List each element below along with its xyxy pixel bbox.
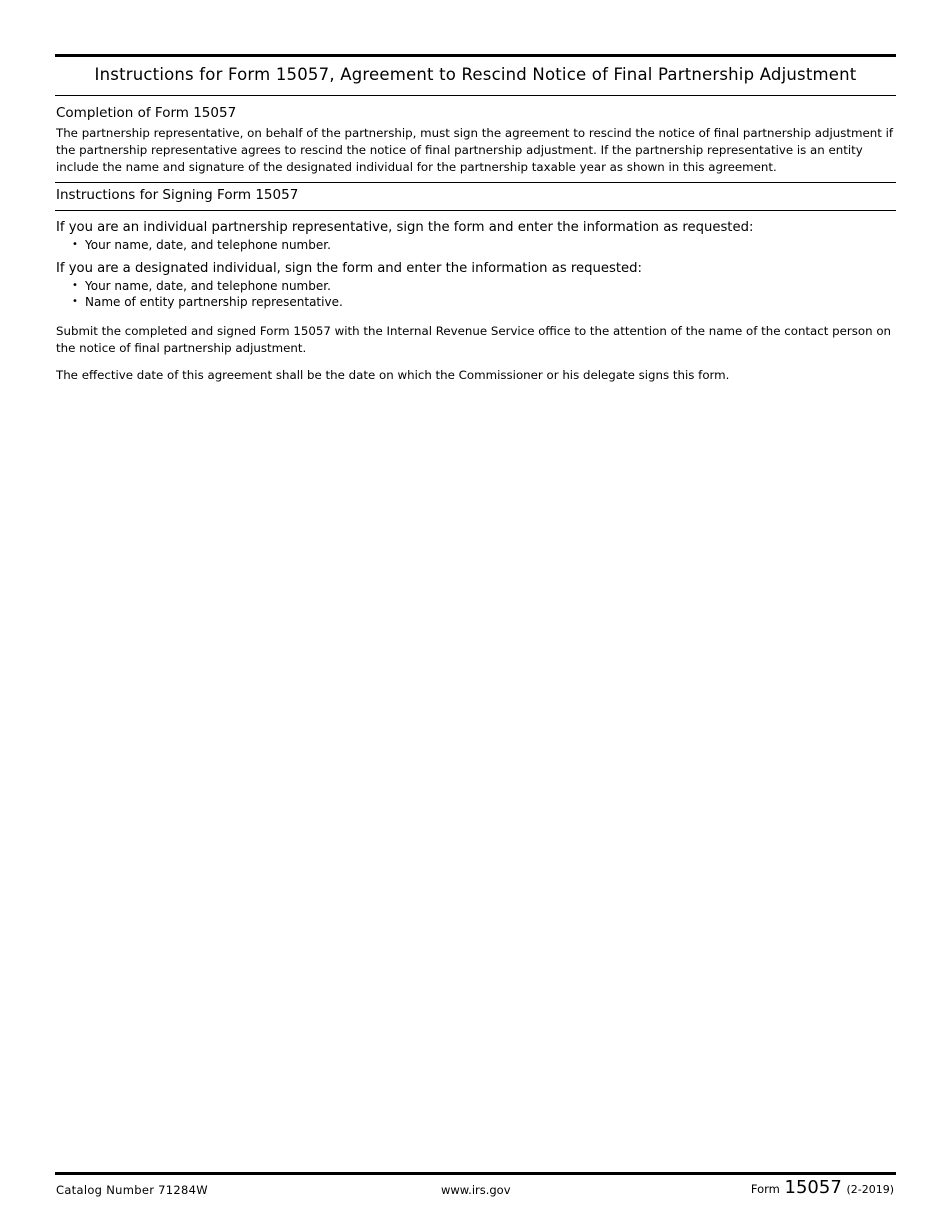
designated-lead: If you are a designated individual, sign the form and enter the information as requested: <box>56 260 642 276</box>
submit-text: Submit the completed and signed Form 15057 with the Internal Revenue Service office to the attention of the name of the contact person on the notice of final partnership adjustment. <box>56 323 892 355</box>
catalog-number: Catalog Number 71284W <box>56 1183 208 1197</box>
page-title: Instructions for Form 15057, Agreement to Rescind Notice of Final Partnership Adjustment <box>94 65 857 84</box>
form-label: Form <box>750 1182 780 1196</box>
completion-heading: Completion of Form 15057 <box>56 105 237 121</box>
form-id <box>751 1177 894 1198</box>
list-item: • Your name, date, and telephone number. <box>72 237 896 254</box>
website-link[interactable]: www.irs.gov <box>441 1183 511 1197</box>
signing-heading: Instructions for Signing Form 15057 <box>56 187 299 203</box>
designated-list <box>55 278 896 311</box>
individual-list <box>55 237 896 254</box>
individual-lead: If you are an individual partnership representative, sign the form and enter the information as requested: <box>56 220 754 235</box>
page-footer <box>55 1172 896 1205</box>
completion-body: The partnership representative, on behalf of the partnership, must sign the agreement to rescind the notice of final partnership adjustment if the partnership representative agrees to rescind the notice of final partnership adjustment. If the partnership representative is an entity include the name and signature of the designated individual for the partnership taxable year as shown in this agreement. <box>56 126 894 174</box>
instructions-page <box>55 54 896 384</box>
list-item: • Name of entity partnership representative. <box>72 294 896 311</box>
form-revision: (2-2019) <box>846 1183 894 1196</box>
list-item: • Your name, date, and telephone number. <box>72 278 896 295</box>
effective-date-text: The effective date of this agreement shall be the date on which the Commissioner or his delegate signs this form. <box>56 367 730 382</box>
form-number: 15057 <box>784 1177 842 1198</box>
